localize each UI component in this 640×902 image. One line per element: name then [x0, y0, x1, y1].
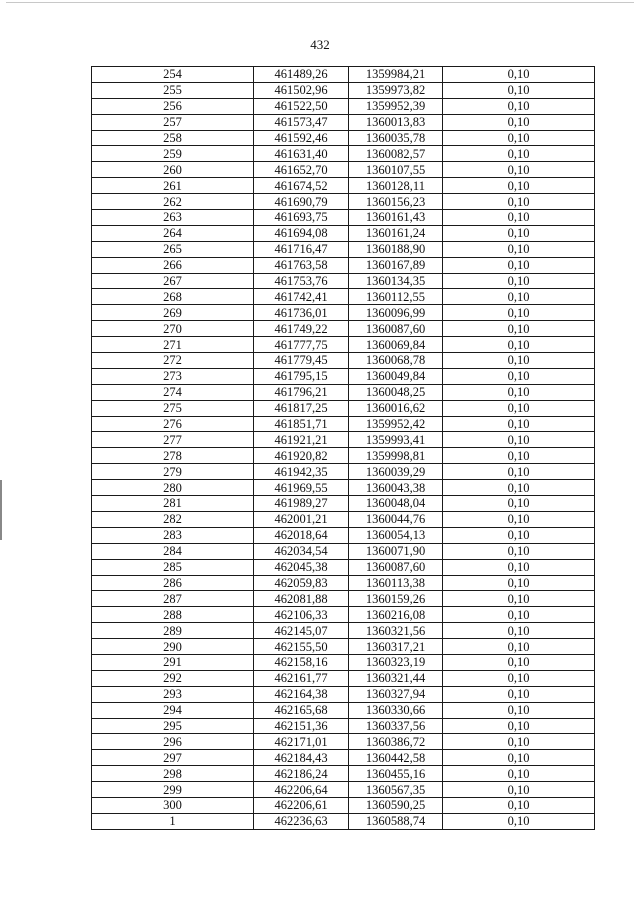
y-coordinate-cell: 1360321,56 — [349, 623, 443, 639]
y-coordinate-cell: 1360161,24 — [349, 225, 443, 241]
accuracy-cell: 0,10 — [443, 400, 595, 416]
accuracy-cell: 0,10 — [443, 305, 595, 321]
table-row — [92, 464, 595, 480]
y-coordinate-cell: 1360016,62 — [349, 400, 443, 416]
accuracy-cell: 0,10 — [443, 575, 595, 591]
point-number-cell: 263 — [92, 210, 254, 226]
accuracy-cell: 0,10 — [443, 702, 595, 718]
y-coordinate-cell: 1360156,23 — [349, 194, 443, 210]
accuracy-cell: 0,10 — [443, 480, 595, 496]
table-row — [92, 337, 595, 353]
y-coordinate-cell: 1360071,90 — [349, 543, 443, 559]
y-coordinate-cell: 1360054,13 — [349, 527, 443, 543]
x-coordinate-cell: 462081,88 — [254, 591, 349, 607]
point-number-cell: 294 — [92, 702, 254, 718]
accuracy-cell: 0,10 — [443, 98, 595, 114]
point-number-cell: 297 — [92, 750, 254, 766]
accuracy-cell: 0,10 — [443, 432, 595, 448]
x-coordinate-cell: 462164,38 — [254, 686, 349, 702]
table-row — [92, 114, 595, 130]
point-number-cell: 276 — [92, 416, 254, 432]
x-coordinate-cell: 462206,64 — [254, 782, 349, 798]
accuracy-cell: 0,10 — [443, 257, 595, 273]
table-row — [92, 416, 595, 432]
accuracy-cell: 0,10 — [443, 543, 595, 559]
y-coordinate-cell: 1360323,19 — [349, 654, 443, 670]
table-row — [92, 480, 595, 496]
table-row — [92, 130, 595, 146]
accuracy-cell: 0,10 — [443, 464, 595, 480]
point-number-cell: 257 — [92, 114, 254, 130]
x-coordinate-cell: 461779,45 — [254, 353, 349, 369]
accuracy-cell: 0,10 — [443, 146, 595, 162]
x-coordinate-cell: 461777,75 — [254, 337, 349, 353]
table-row — [92, 305, 595, 321]
point-number-cell: 300 — [92, 797, 254, 813]
accuracy-cell: 0,10 — [443, 623, 595, 639]
x-coordinate-cell: 461690,79 — [254, 194, 349, 210]
y-coordinate-cell: 1360167,89 — [349, 257, 443, 273]
point-number-cell: 287 — [92, 591, 254, 607]
accuracy-cell: 0,10 — [443, 337, 595, 353]
y-coordinate-cell: 1359993,41 — [349, 432, 443, 448]
point-number-cell: 259 — [92, 146, 254, 162]
point-number-cell: 282 — [92, 511, 254, 527]
y-coordinate-cell: 1360590,25 — [349, 797, 443, 813]
y-coordinate-cell: 1360113,38 — [349, 575, 443, 591]
accuracy-cell: 0,10 — [443, 591, 595, 607]
accuracy-cell: 0,10 — [443, 718, 595, 734]
point-number-cell: 260 — [92, 162, 254, 178]
x-coordinate-cell: 462059,83 — [254, 575, 349, 591]
x-coordinate-cell: 462236,63 — [254, 813, 349, 829]
point-number-cell: 284 — [92, 543, 254, 559]
table-row — [92, 353, 595, 369]
accuracy-cell: 0,10 — [443, 766, 595, 782]
point-number-cell: 258 — [92, 130, 254, 146]
x-coordinate-cell: 461489,26 — [254, 67, 349, 83]
x-coordinate-cell: 462161,77 — [254, 670, 349, 686]
y-coordinate-cell: 1360327,94 — [349, 686, 443, 702]
y-coordinate-cell: 1360069,84 — [349, 337, 443, 353]
y-coordinate-cell: 1360107,55 — [349, 162, 443, 178]
point-number-cell: 269 — [92, 305, 254, 321]
y-coordinate-cell: 1360048,25 — [349, 384, 443, 400]
point-number-cell: 268 — [92, 289, 254, 305]
point-number-cell: 288 — [92, 607, 254, 623]
y-coordinate-cell: 1359952,39 — [349, 98, 443, 114]
point-number-cell: 271 — [92, 337, 254, 353]
table-row — [92, 607, 595, 623]
point-number-cell: 290 — [92, 639, 254, 655]
table-row — [92, 432, 595, 448]
table-row — [92, 718, 595, 734]
accuracy-cell: 0,10 — [443, 241, 595, 257]
accuracy-cell: 0,10 — [443, 321, 595, 337]
accuracy-cell: 0,10 — [443, 750, 595, 766]
table-row — [92, 734, 595, 750]
table-row — [92, 98, 595, 114]
x-coordinate-cell: 462184,43 — [254, 750, 349, 766]
accuracy-cell: 0,10 — [443, 210, 595, 226]
y-coordinate-cell: 1360442,58 — [349, 750, 443, 766]
point-number-cell: 285 — [92, 559, 254, 575]
x-coordinate-cell: 461795,15 — [254, 368, 349, 384]
y-coordinate-cell: 1360044,76 — [349, 511, 443, 527]
table-row — [92, 670, 595, 686]
x-coordinate-cell: 461921,21 — [254, 432, 349, 448]
y-coordinate-cell: 1360087,60 — [349, 559, 443, 575]
x-coordinate-cell: 461763,58 — [254, 257, 349, 273]
y-coordinate-cell: 1360216,08 — [349, 607, 443, 623]
accuracy-cell: 0,10 — [443, 734, 595, 750]
table-row — [92, 813, 595, 829]
table-row — [92, 623, 595, 639]
accuracy-cell: 0,10 — [443, 82, 595, 98]
point-number-cell: 274 — [92, 384, 254, 400]
y-coordinate-cell: 1360588,74 — [349, 813, 443, 829]
y-coordinate-cell: 1359984,21 — [349, 67, 443, 83]
table-row — [92, 448, 595, 464]
table-row — [92, 686, 595, 702]
page-number: 432 — [310, 37, 330, 52]
x-coordinate-cell: 462155,50 — [254, 639, 349, 655]
accuracy-cell: 0,10 — [443, 527, 595, 543]
accuracy-cell: 0,10 — [443, 813, 595, 829]
x-coordinate-cell: 461674,52 — [254, 178, 349, 194]
point-number-cell: 256 — [92, 98, 254, 114]
accuracy-cell: 0,10 — [443, 67, 595, 83]
x-coordinate-cell: 461749,22 — [254, 321, 349, 337]
point-number-cell: 293 — [92, 686, 254, 702]
accuracy-cell: 0,10 — [443, 607, 595, 623]
table-row — [92, 639, 595, 655]
point-number-cell: 278 — [92, 448, 254, 464]
x-coordinate-cell: 462001,21 — [254, 511, 349, 527]
y-coordinate-cell: 1360321,44 — [349, 670, 443, 686]
y-coordinate-cell: 1360049,84 — [349, 368, 443, 384]
table-row — [92, 241, 595, 257]
x-coordinate-cell: 461942,35 — [254, 464, 349, 480]
point-number-cell: 277 — [92, 432, 254, 448]
table-row — [92, 496, 595, 512]
point-number-cell: 289 — [92, 623, 254, 639]
table-row — [92, 543, 595, 559]
table-row — [92, 162, 595, 178]
accuracy-cell: 0,10 — [443, 654, 595, 670]
accuracy-cell: 0,10 — [443, 686, 595, 702]
table-row — [92, 702, 595, 718]
y-coordinate-cell: 1359952,42 — [349, 416, 443, 432]
x-coordinate-cell: 462171,01 — [254, 734, 349, 750]
point-number-cell: 283 — [92, 527, 254, 543]
x-coordinate-cell: 461693,75 — [254, 210, 349, 226]
accuracy-cell: 0,10 — [443, 797, 595, 813]
page-top-edge — [6, 2, 634, 3]
table-row — [92, 400, 595, 416]
point-number-cell: 286 — [92, 575, 254, 591]
table-row — [92, 321, 595, 337]
table-row — [92, 750, 595, 766]
y-coordinate-cell: 1360188,90 — [349, 241, 443, 257]
table-row — [92, 178, 595, 194]
table-row — [92, 146, 595, 162]
y-coordinate-cell: 1360043,38 — [349, 480, 443, 496]
table-row — [92, 591, 595, 607]
accuracy-cell: 0,10 — [443, 162, 595, 178]
point-number-cell: 273 — [92, 368, 254, 384]
y-coordinate-cell: 1360159,26 — [349, 591, 443, 607]
point-number-cell: 270 — [92, 321, 254, 337]
x-coordinate-cell: 461522,50 — [254, 98, 349, 114]
table-row — [92, 225, 595, 241]
table-row — [92, 782, 595, 798]
y-coordinate-cell: 1360035,78 — [349, 130, 443, 146]
point-number-cell: 298 — [92, 766, 254, 782]
y-coordinate-cell: 1360330,66 — [349, 702, 443, 718]
accuracy-cell: 0,10 — [443, 559, 595, 575]
accuracy-cell: 0,10 — [443, 496, 595, 512]
accuracy-cell: 0,10 — [443, 130, 595, 146]
x-coordinate-cell: 461920,82 — [254, 448, 349, 464]
point-number-cell: 255 — [92, 82, 254, 98]
y-coordinate-cell: 1360567,35 — [349, 782, 443, 798]
table-row — [92, 797, 595, 813]
y-coordinate-cell: 1360068,78 — [349, 353, 443, 369]
accuracy-cell: 0,10 — [443, 225, 595, 241]
x-coordinate-cell: 462186,24 — [254, 766, 349, 782]
x-coordinate-cell: 462106,33 — [254, 607, 349, 623]
point-number-cell: 291 — [92, 654, 254, 670]
point-number-cell: 272 — [92, 353, 254, 369]
accuracy-cell: 0,10 — [443, 416, 595, 432]
x-coordinate-cell: 461716,47 — [254, 241, 349, 257]
table-row — [92, 575, 595, 591]
coordinates-table — [91, 66, 595, 830]
y-coordinate-cell: 1360317,21 — [349, 639, 443, 655]
point-number-cell: 296 — [92, 734, 254, 750]
accuracy-cell: 0,10 — [443, 194, 595, 210]
point-number-cell: 299 — [92, 782, 254, 798]
x-coordinate-cell: 461989,27 — [254, 496, 349, 512]
accuracy-cell: 0,10 — [443, 384, 595, 400]
point-number-cell: 280 — [92, 480, 254, 496]
x-coordinate-cell: 461753,76 — [254, 273, 349, 289]
x-coordinate-cell: 462018,64 — [254, 527, 349, 543]
y-coordinate-cell: 1360337,56 — [349, 718, 443, 734]
table-row — [92, 67, 595, 83]
y-coordinate-cell: 1360048,04 — [349, 496, 443, 512]
x-coordinate-cell: 461796,21 — [254, 384, 349, 400]
table-row — [92, 273, 595, 289]
scan-edge-mark — [0, 480, 2, 540]
x-coordinate-cell: 461969,55 — [254, 480, 349, 496]
point-number-cell: 267 — [92, 273, 254, 289]
accuracy-cell: 0,10 — [443, 368, 595, 384]
accuracy-cell: 0,10 — [443, 782, 595, 798]
point-number-cell: 295 — [92, 718, 254, 734]
y-coordinate-cell: 1360112,55 — [349, 289, 443, 305]
table-row — [92, 511, 595, 527]
accuracy-cell: 0,10 — [443, 114, 595, 130]
table-row — [92, 289, 595, 305]
table-row — [92, 559, 595, 575]
table-row — [92, 257, 595, 273]
x-coordinate-cell: 462045,38 — [254, 559, 349, 575]
y-coordinate-cell: 1360128,11 — [349, 178, 443, 194]
y-coordinate-cell: 1360013,83 — [349, 114, 443, 130]
accuracy-cell: 0,10 — [443, 273, 595, 289]
table-row — [92, 368, 595, 384]
accuracy-cell: 0,10 — [443, 511, 595, 527]
point-number-cell: 266 — [92, 257, 254, 273]
accuracy-cell: 0,10 — [443, 353, 595, 369]
x-coordinate-cell: 461742,41 — [254, 289, 349, 305]
y-coordinate-cell: 1360386,72 — [349, 734, 443, 750]
x-coordinate-cell: 461631,40 — [254, 146, 349, 162]
y-coordinate-cell: 1359998,81 — [349, 448, 443, 464]
accuracy-cell: 0,10 — [443, 448, 595, 464]
point-number-cell: 275 — [92, 400, 254, 416]
point-number-cell: 265 — [92, 241, 254, 257]
point-number-cell: 261 — [92, 178, 254, 194]
table-row — [92, 210, 595, 226]
x-coordinate-cell: 461851,71 — [254, 416, 349, 432]
table-row — [92, 527, 595, 543]
x-coordinate-cell: 461502,96 — [254, 82, 349, 98]
x-coordinate-cell: 462034,54 — [254, 543, 349, 559]
x-coordinate-cell: 462151,36 — [254, 718, 349, 734]
y-coordinate-cell: 1360455,16 — [349, 766, 443, 782]
y-coordinate-cell: 1360134,35 — [349, 273, 443, 289]
x-coordinate-cell: 462158,16 — [254, 654, 349, 670]
x-coordinate-cell: 461694,08 — [254, 225, 349, 241]
point-number-cell: 254 — [92, 67, 254, 83]
x-coordinate-cell: 461817,25 — [254, 400, 349, 416]
y-coordinate-cell: 1360161,43 — [349, 210, 443, 226]
coordinates-table-body — [92, 67, 595, 830]
x-coordinate-cell: 461652,70 — [254, 162, 349, 178]
point-number-cell: 279 — [92, 464, 254, 480]
x-coordinate-cell: 461592,46 — [254, 130, 349, 146]
x-coordinate-cell: 462206,61 — [254, 797, 349, 813]
accuracy-cell: 0,10 — [443, 178, 595, 194]
table-row — [92, 654, 595, 670]
point-number-cell: 262 — [92, 194, 254, 210]
accuracy-cell: 0,10 — [443, 670, 595, 686]
accuracy-cell: 0,10 — [443, 639, 595, 655]
y-coordinate-cell: 1360082,57 — [349, 146, 443, 162]
x-coordinate-cell: 461573,47 — [254, 114, 349, 130]
point-number-cell: 292 — [92, 670, 254, 686]
table-row — [92, 194, 595, 210]
y-coordinate-cell: 1359973,82 — [349, 82, 443, 98]
table-row — [92, 384, 595, 400]
y-coordinate-cell: 1360039,29 — [349, 464, 443, 480]
table-row — [92, 766, 595, 782]
table-row — [92, 82, 595, 98]
y-coordinate-cell: 1360087,60 — [349, 321, 443, 337]
point-number-cell: 1 — [92, 813, 254, 829]
point-number-cell: 264 — [92, 225, 254, 241]
accuracy-cell: 0,10 — [443, 289, 595, 305]
point-number-cell: 281 — [92, 496, 254, 512]
y-coordinate-cell: 1360096,99 — [349, 305, 443, 321]
x-coordinate-cell: 462165,68 — [254, 702, 349, 718]
x-coordinate-cell: 461736,01 — [254, 305, 349, 321]
x-coordinate-cell: 462145,07 — [254, 623, 349, 639]
